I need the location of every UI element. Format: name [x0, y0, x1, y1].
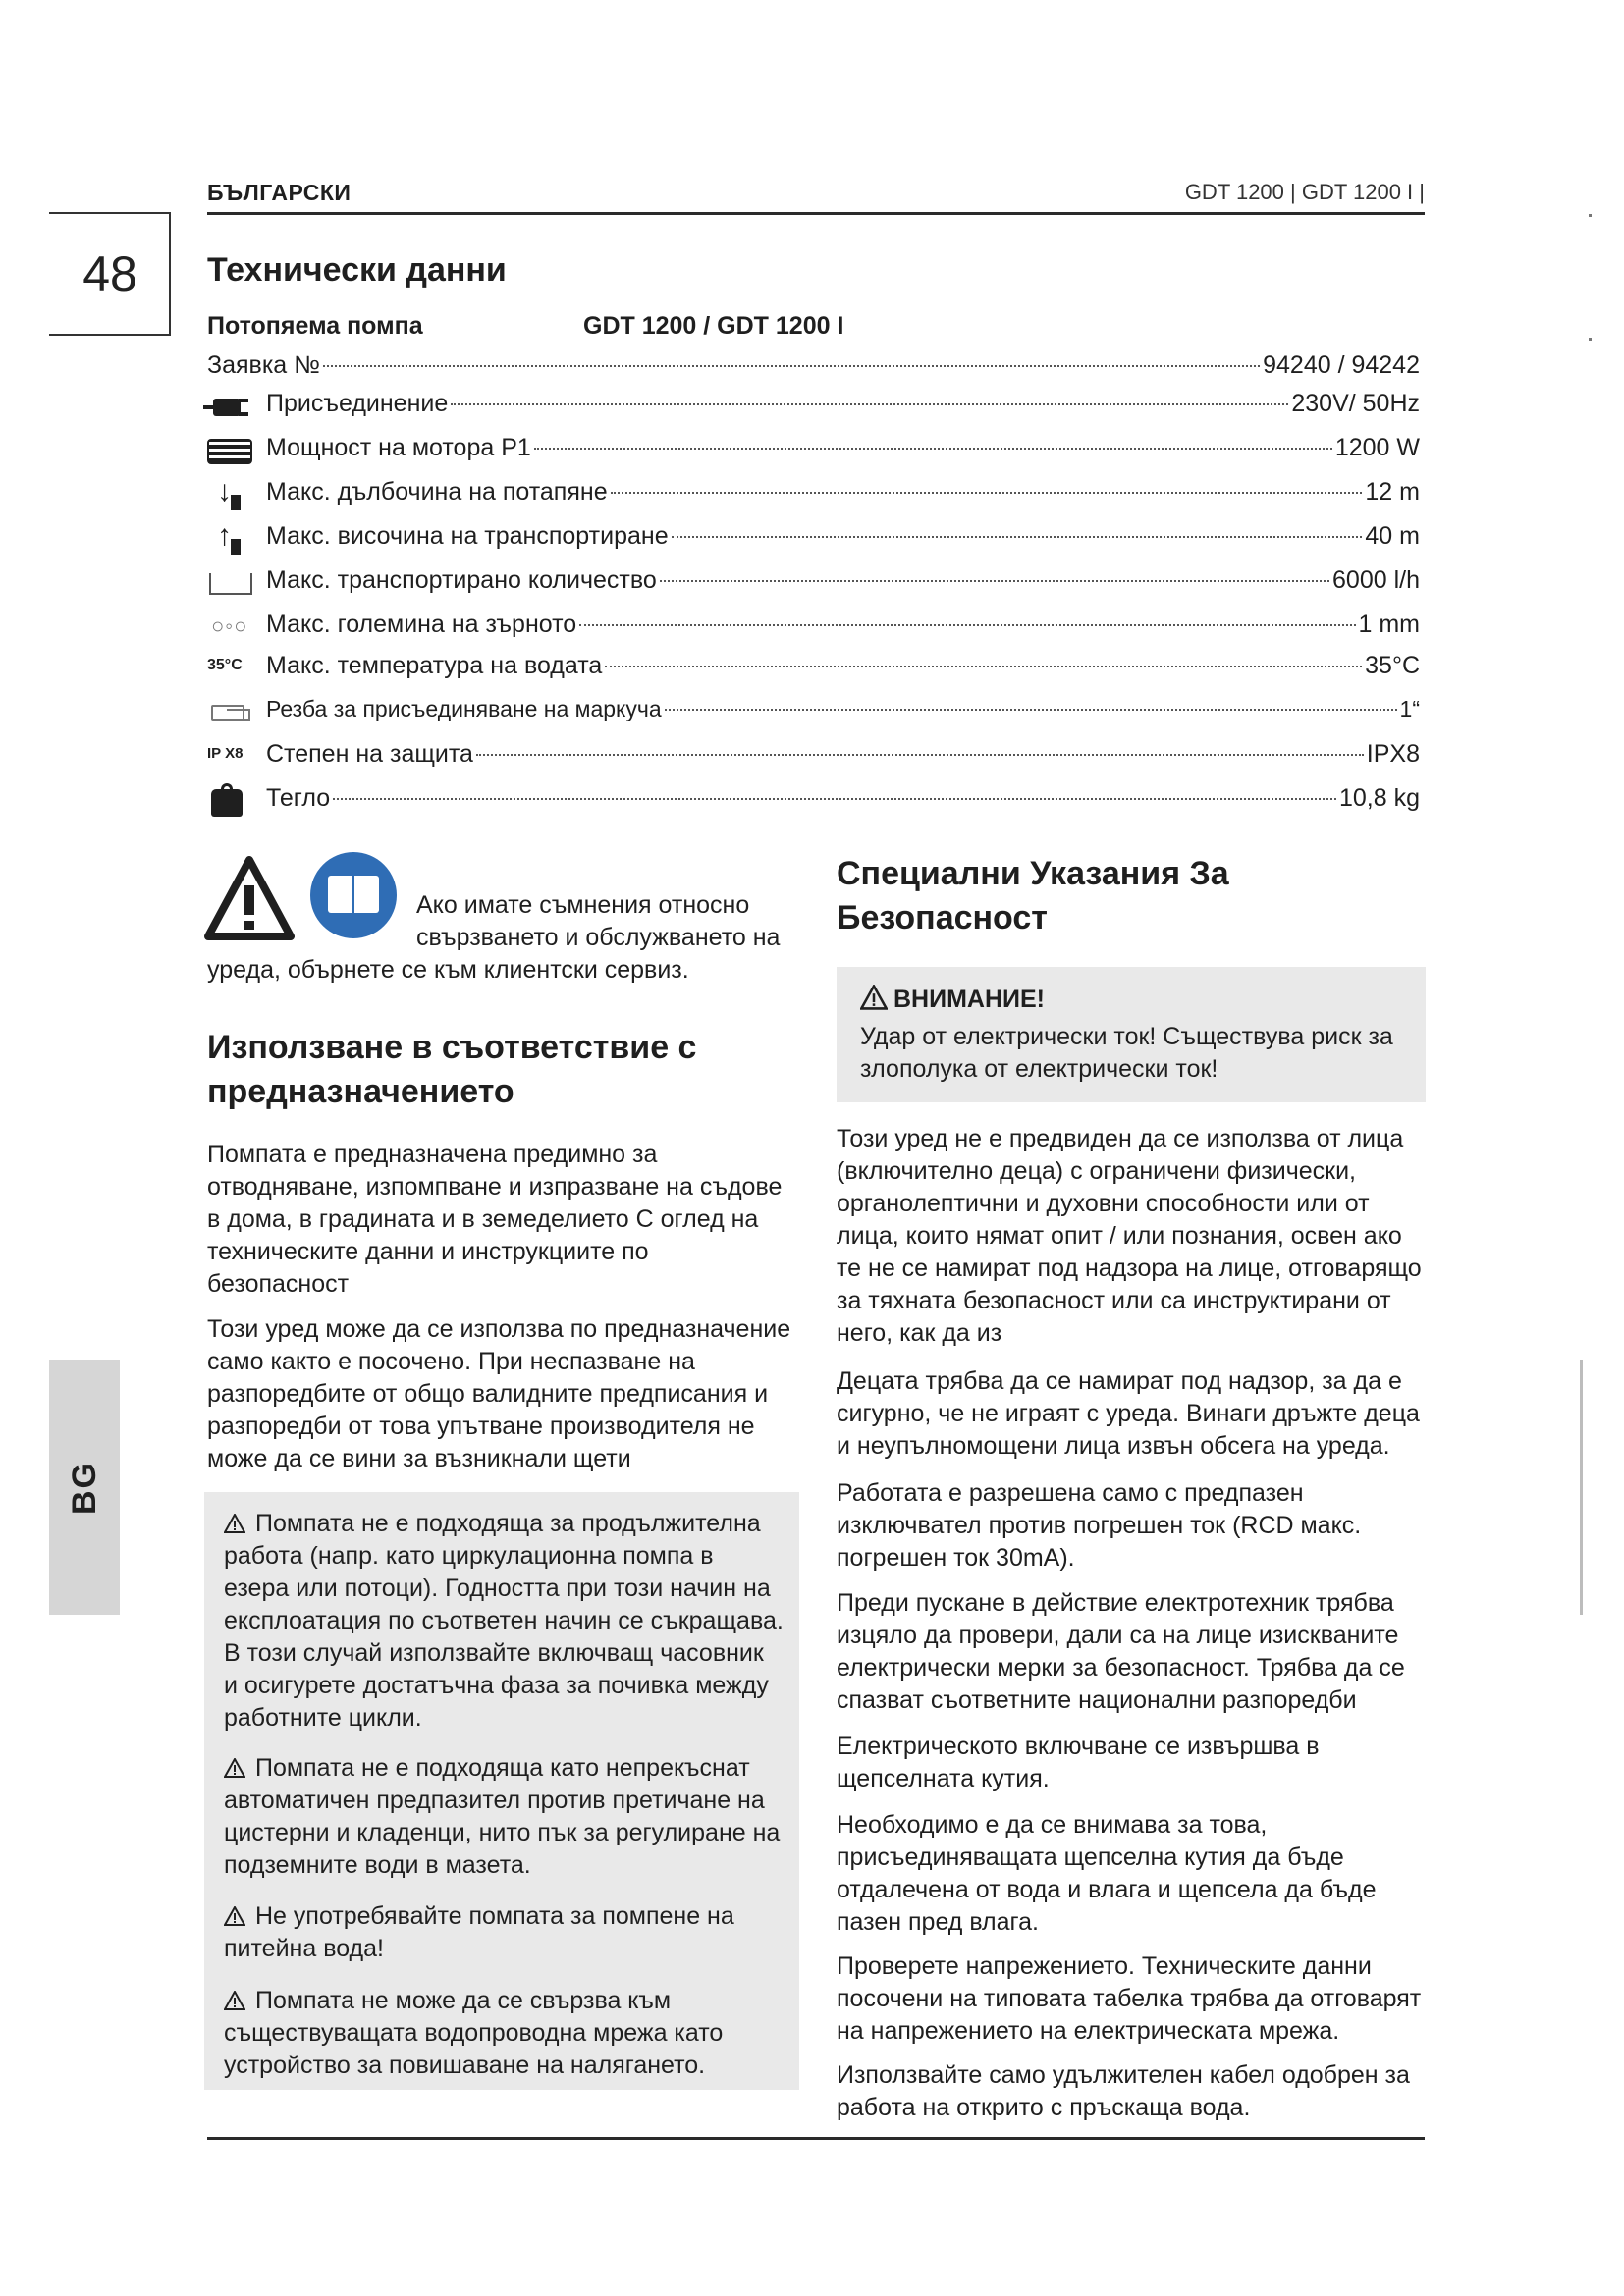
- intended-use-paragraph-2: Този уред може да се използва по предназначение само както е посочено. При неспазване на разпоредбите от общо валидните предписания и разпоредби от това упътване производителя не може да се вини за възникнали щети: [207, 1315, 791, 1472]
- safety-paragraph-5: Електрическото включване се извършва в щепселната кутия.: [837, 1733, 1320, 1792]
- safety-paragraph-3: Работата е разрешена само с предпазен изключвател против погрешен ток (RCD макс. погрешен ток 30mA).: [837, 1479, 1362, 1572]
- side-language-label: BG: [65, 1460, 103, 1515]
- spec-label: Заявка №: [207, 351, 320, 379]
- spec-row-grain: [207, 611, 1420, 646]
- spec-row-weight: [207, 784, 1420, 820]
- spec-row-connection: [207, 390, 1420, 425]
- warning-triangle-icon: [204, 854, 295, 942]
- spec-label: Присъединение: [266, 390, 449, 417]
- note-drinking-water: Не употребявайте помпата за помпене на питейна вода!: [224, 1902, 734, 1962]
- read-manual-icon: [310, 852, 397, 938]
- note-overflow-protection: Помпата не е подходяща като непрекъснат автоматичен предпазител против претичане на цистерни и кладенци, нито пък за регулиране на подземните води в мазета.: [224, 1754, 781, 1879]
- right-edge-mark: [1580, 1360, 1583, 1615]
- spec-row-hose-thread: [207, 696, 1420, 731]
- safety-paragraph-1: Този уред не е предвиден да се използва от лица (включително деца) с ограничени физически, органолептични и духовни способности или от лица, които нямат опит / или познания, освен ако те не се намират под надзора на лице, отговарящо за тяхната безопасност или са инструктирани от него, как да из: [837, 1125, 1422, 1347]
- spec-value: 6000 l/h: [1332, 566, 1420, 594]
- spec-row-depth: [207, 478, 1420, 513]
- page-number: 48: [82, 246, 137, 301]
- warning-icon: [224, 1991, 245, 2010]
- spec-value: 35°C: [1365, 652, 1420, 679]
- spec-label: Макс. височина на транспортиране: [266, 522, 669, 550]
- warning-text: Удар от електрически ток! Съществува риск за злополука от електрически ток!: [860, 1023, 1393, 1083]
- header-models: GDT 1200 | GDT 1200 I |: [1184, 180, 1425, 204]
- depth-icon: [207, 481, 266, 510]
- tech-model-name: GDT 1200 / GDT 1200 I: [583, 312, 844, 340]
- footer-rule: [207, 2137, 1425, 2140]
- tech-data-title: Технически данни: [207, 251, 507, 289]
- safety-paragraph-8: Използвайте само удължителен кабел одобрен за работа на открито с пръскаща вода.: [837, 2061, 1410, 2121]
- spec-label: Макс. температура на водата: [266, 652, 603, 679]
- warning-icon: [224, 1514, 245, 1533]
- spec-label: Макс. транспортирано количество: [266, 566, 657, 594]
- spec-label: Макс. големина на зърното: [266, 611, 577, 638]
- spec-value: 12 m: [1365, 478, 1420, 506]
- spec-value: IPX8: [1366, 740, 1420, 768]
- height-icon: [207, 525, 266, 555]
- spec-label: Степен на защита: [266, 740, 473, 768]
- hose-icon: [207, 699, 266, 728]
- intended-use-paragraph-1: Помпата е предназначена предимно за отводняване, изпомпване и изпразване на съдове в дома, в градината и в земеделието С оглед на техническите данни и инструкциите по безопасност: [207, 1141, 783, 1298]
- tech-product-name: Потопяема помпа: [207, 312, 423, 340]
- header-language: БЪЛГАРСКИ: [207, 180, 352, 205]
- intro-text-line2: уреда, обърнете се към клиентски сервиз.: [207, 956, 689, 984]
- spec-row-flow: [207, 566, 1420, 602]
- warning-icon: [224, 1906, 245, 1926]
- edge-tick: [1589, 214, 1592, 217]
- spec-value: 10,8 kg: [1338, 784, 1420, 812]
- plug-icon: [207, 393, 266, 422]
- spec-label: Макс. дълбочина на потапяне: [266, 478, 608, 506]
- spec-row-protection: [207, 740, 1420, 775]
- spec-label: Резба за присъединяване на маркуча: [266, 696, 662, 721]
- spec-value: 94240 / 94242: [1263, 351, 1420, 379]
- spec-row-temperature: [207, 652, 1420, 687]
- motor-icon: [207, 437, 266, 466]
- note-continuous-operation: Помпата не е подходяща за продължителна работа (напр. като циркулационна помпа в езера или потоци). Годността при този начин на експлоатация по съответен начин се съкращава. В този случай използвайте включващ часовник и осигурете достатъчна фаза за почивка между работните цикли.: [224, 1510, 784, 1732]
- spec-row-height: [207, 522, 1420, 558]
- warning-icon: [224, 1758, 245, 1778]
- ip-icon: IP X8: [207, 745, 244, 762]
- edge-tick: [1589, 338, 1592, 341]
- note-water-network: Помпата не може да се свързва към съществуващата водопроводна мрежа като устройство за повишаване на налягането.: [224, 1987, 724, 2079]
- weight-icon: [207, 787, 266, 817]
- spec-value: 1“: [1399, 696, 1420, 721]
- spec-label: Мощност на мотора P1: [266, 434, 531, 461]
- spec-row-order-number: [207, 351, 1420, 387]
- intro-text-line1: Ако имате съмнения относно свързването и обслужването на: [416, 891, 781, 951]
- spec-value: 230V/ 50Hz: [1291, 390, 1420, 417]
- warning-icon: [860, 985, 888, 1010]
- safety-paragraph-4: Преди пускане в действие електротехник трябва изцяло да провери, дали са на лице изискваните електрически мерки за безопасност. Трябва да се спазват съответните национални разпоредби: [837, 1589, 1405, 1714]
- intended-use-title: Използване в съответствие с предназначението: [207, 1029, 697, 1110]
- grain-icon: ○◦○: [211, 614, 248, 638]
- spec-label: Тегло: [266, 784, 331, 812]
- warning-heading: ВНИМАНИЕ!: [860, 985, 1045, 1014]
- spec-value: 40 m: [1365, 522, 1420, 550]
- safety-title: Специални Указания За Безопасност: [837, 855, 1229, 936]
- header-rule: [207, 212, 1425, 215]
- temperature-icon: 35°C: [207, 657, 243, 673]
- safety-paragraph-6: Необходимо е да се внимава за това, присъединяващата щепселна кутия да бъде отдалечена от вода и влага и щепсела да бъде пазен пред влага.: [837, 1811, 1377, 1936]
- safety-paragraph-7: Проверете напрежението. Техническите данни посочени на типовата табелка трябва да отговарят на напрежението на електрическата мрежа.: [837, 1952, 1422, 2045]
- flow-icon: [207, 569, 266, 599]
- spec-row-motor-power: [207, 434, 1420, 469]
- spec-value: 1 mm: [1358, 611, 1420, 638]
- safety-paragraph-2: Децата трябва да се намират под надзор, за да е сигурно, че не играят с уреда. Винаги дръжте деца и неупълномощени лица извън обсега на уреда.: [837, 1367, 1420, 1460]
- spec-value: 1200 W: [1334, 434, 1420, 461]
